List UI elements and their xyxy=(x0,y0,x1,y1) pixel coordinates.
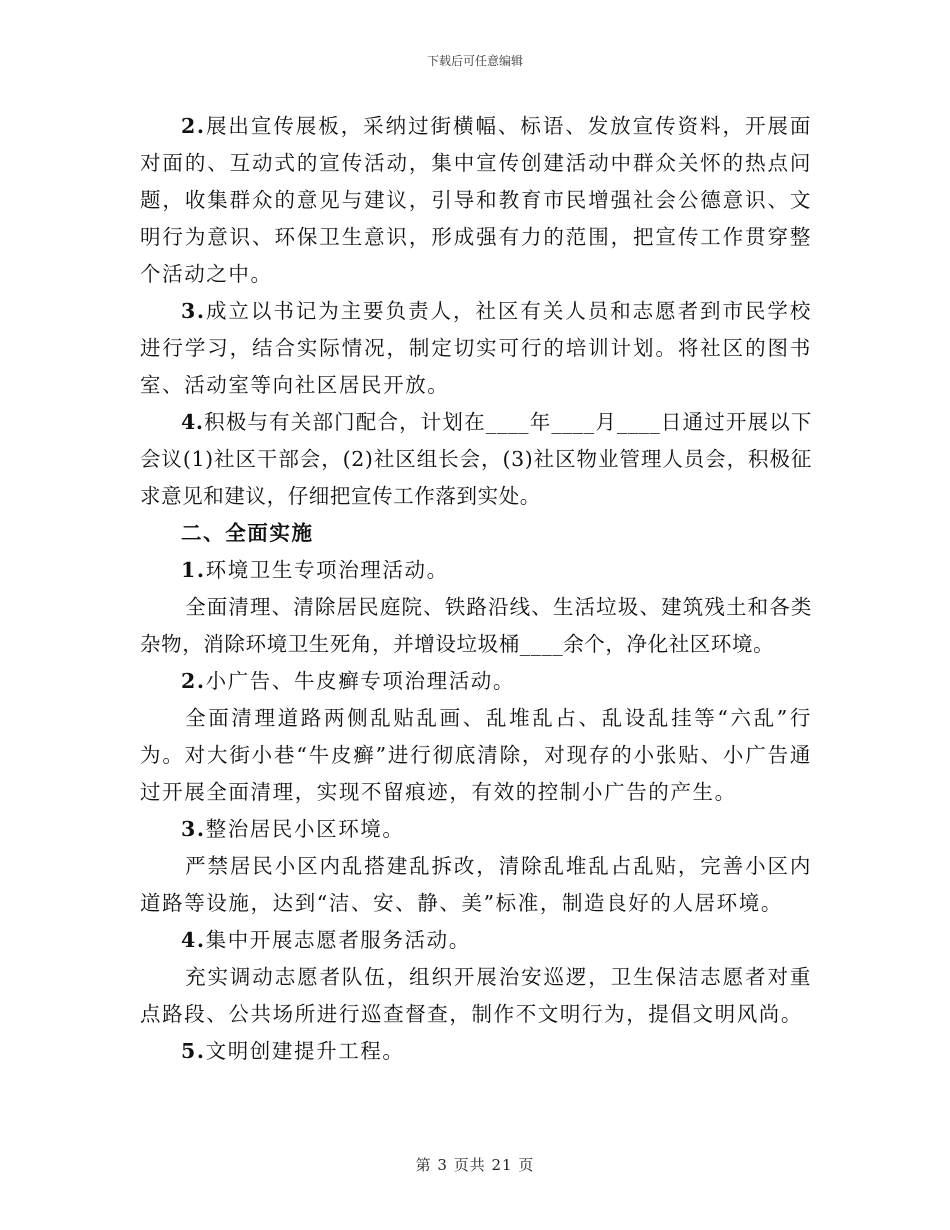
item-number: 5. xyxy=(181,1039,206,1063)
paragraph-text: 积极与有关部门配合，计划在____年____月____日通过开展以下会议(1)社区干部会，(2)社区组长会，(3)社区物业管理人员会，积极征求意见和建议，仔细把宣传工作落到实处。 xyxy=(140,410,812,508)
item-1-body: 全面清理、清除居民庭院、铁路沿线、生活垃圾、建筑残土和各类杂物，消除环境卫生死角，并增设垃圾桶____余个，净化社区环境。 xyxy=(140,595,812,656)
paragraph-3 xyxy=(140,293,812,404)
item-2-body: 全面清理道路两侧乱贴乱画、乱堆乱占、乱设乱挂等“六乱”行为。对大街小巷“牛皮癣”进行彻底清除，对现存的小张贴、小广告通过开展全面清理，实现不留痕迹，有效的控制小广告的产生。 xyxy=(140,706,812,804)
item-title: 环境卫生专项治理活动。 xyxy=(205,558,449,582)
item-3-title xyxy=(140,811,812,848)
paragraph-4 xyxy=(140,404,812,515)
page-footer: 第 3 页共 21 页 xyxy=(415,1156,535,1174)
item-title: 整治居民小区环境。 xyxy=(205,817,405,841)
paragraph-number: 4. xyxy=(181,410,204,434)
paragraph-number: 2. xyxy=(181,114,206,138)
item-number: 3. xyxy=(181,817,206,841)
item-number: 2. xyxy=(181,669,206,693)
page-header: 下载后可任意编辑 xyxy=(426,54,523,68)
item-title: 集中开展志愿者服务活动。 xyxy=(205,928,471,952)
item-4-title xyxy=(140,922,812,959)
paragraph-text: 成立以书记为主要负责人，社区有关人员和志愿者到市民学校进行学习，结合实际情况，制定切实可行的培训计划。将社区的图书室、活动室等向社区居民开放。 xyxy=(140,299,812,397)
item-5-title xyxy=(140,1033,812,1070)
item-2-title xyxy=(140,663,812,700)
item-number: 1. xyxy=(181,558,206,582)
paragraph-text: 展出宣传展板，采纳过街横幅、标语、发放宣传资料，开展面对面的、互动式的宣传活动，集中宣传创建活动中群众关怀的热点问题，收集群众的意见与建议，引导和教育市民增强社会公德意识、文明行为意识、环保卫生意识，形成强有力的范围，把宣传工作贯穿整个活动之中。 xyxy=(140,114,812,286)
item-4-body: 充实调动志愿者队伍，组织开展治安巡逻，卫生保洁志愿者对重点路段、公共场所进行巡查督查，制作不文明行为，提倡文明风尚。 xyxy=(140,965,812,1026)
paragraph-number: 3. xyxy=(181,299,206,323)
item-number: 4. xyxy=(181,928,206,952)
item-title: 文明创建提升工程。 xyxy=(205,1039,405,1063)
paragraph-2 xyxy=(140,108,812,293)
section-heading: 二、全面实施 xyxy=(181,521,314,545)
item-1-title xyxy=(140,552,812,589)
item-title: 小广告、牛皮癣专项治理活动。 xyxy=(205,669,516,693)
document-body xyxy=(140,108,812,1070)
item-3-body: 严禁居民小区内乱搭建乱拆改，清除乱堆乱占乱贴，完善小区内道路等设施，达到“洁、安、静、美”标准，制造良好的人居环境。 xyxy=(140,854,812,915)
